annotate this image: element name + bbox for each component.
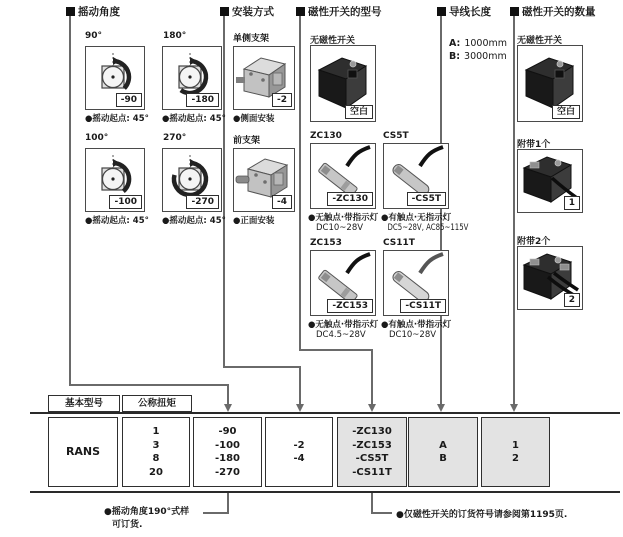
- swing-180-note: ●摇动起点: 45°: [162, 114, 226, 124]
- mount-side-note: ●侧面安装: [233, 114, 275, 124]
- arrow-icon: [437, 404, 445, 412]
- swing-180-label: 180°: [163, 31, 187, 41]
- auto-switch-photo-icon: [310, 143, 376, 209]
- table-cell-torque: 1 3 8 20: [122, 417, 190, 487]
- table-cell-switch-qty: 1 2: [481, 417, 550, 487]
- section-header-switch-model: [296, 4, 382, 19]
- section-header-mounting: [220, 4, 274, 19]
- swing-270-diagram-icon: [162, 148, 222, 212]
- mount-front-note: ●正面安装: [233, 216, 275, 226]
- table-cell-switch-model: -ZC130 -ZC153 -CS5T -CS11T: [337, 417, 407, 487]
- section-title: 安装方式: [232, 6, 274, 18]
- table-cell-lead-wire: A B: [408, 417, 478, 487]
- arrow-icon: [368, 404, 376, 412]
- switch-cs11t-note: ●有触点·带指示灯 DC10~28V: [381, 320, 452, 340]
- switch-with-two-cables-photo-icon: [517, 246, 583, 310]
- swing-90-note: ●摇动起点: 45°: [85, 114, 149, 124]
- qty-two-label: 附带2个: [517, 237, 551, 247]
- code-badge: -90: [116, 93, 142, 107]
- switch-cs5t-note: ●有触点·无指示灯 DC5~28V, AC85~115V: [381, 213, 469, 233]
- switch-zc153-note: ●无触点·带指示灯 DC4.5~28V: [308, 320, 379, 340]
- qty-one-label: 附带1个: [517, 140, 551, 150]
- table-header-torque: 公称扭矩: [122, 395, 192, 412]
- switch-none-label: 无磁性开关: [310, 36, 356, 46]
- square-bullet-icon: [510, 7, 519, 16]
- note-switch-order-code: ●仅磁性开关的订货符号请参阅第1195页.: [396, 510, 568, 520]
- swing-100-label: 100°: [85, 133, 109, 143]
- switch-zc130-note: ●无触点·带指示灯 DC10~28V: [308, 213, 379, 233]
- code-badge: 空白: [345, 105, 373, 119]
- section-title: 摇动角度: [78, 6, 120, 18]
- code-badge: 2: [564, 293, 580, 307]
- bracket-side-photo-icon: [233, 46, 295, 110]
- swing-90-label: 90°: [85, 31, 103, 41]
- switch-with-one-cable-photo-icon: [517, 149, 583, 213]
- code-badge: -180: [186, 93, 219, 107]
- code-badge: -270: [186, 195, 219, 209]
- section-header-lead-wire: [437, 4, 491, 19]
- note1-connector: [203, 492, 228, 513]
- table-cell-mounting: -2 -4: [265, 417, 333, 487]
- note-190-degree: ●摇动角度190°式样 可订货.: [104, 507, 190, 530]
- swing-270-note: ●摇动起点: 45°: [162, 216, 226, 226]
- code-badge: 1: [564, 196, 580, 210]
- table-header-basic-model: 基本型号: [48, 395, 120, 412]
- note2-connector: [372, 492, 392, 513]
- section-header-swing-angle: [66, 4, 120, 19]
- code-badge: -100: [109, 195, 142, 209]
- arrow-icon: [296, 404, 304, 412]
- swing-180-diagram-icon: [162, 46, 222, 110]
- switch-zc153-label: ZC153: [310, 238, 342, 248]
- table-cell-basic-model: RANS: [48, 417, 118, 487]
- switch-none-photo-icon: [310, 45, 376, 122]
- bracket-front-photo-icon: [233, 148, 295, 212]
- square-bullet-icon: [437, 7, 446, 16]
- mount-side-label: 单侧支架: [233, 34, 270, 44]
- square-bullet-icon: [66, 7, 75, 16]
- code-badge: -ZC130: [327, 192, 373, 206]
- swing-270-label: 270°: [163, 133, 187, 143]
- table-cell-swing-angle: -90 -100 -180 -270: [193, 417, 262, 487]
- switch-cs11t-label: CS11T: [383, 238, 415, 248]
- table-bottom-line: [30, 491, 620, 493]
- section-title: 磁性开关的型号: [308, 6, 382, 18]
- switch-none-photo-icon: [517, 45, 583, 122]
- section-title: 导线长度: [449, 6, 491, 18]
- section-title: 磁性开关的数量: [522, 6, 596, 18]
- mount-front-label: 前支架: [233, 136, 261, 146]
- code-badge: -4: [272, 195, 292, 209]
- swing-100-diagram-icon: [85, 148, 145, 212]
- code-badge: -CS11T: [400, 299, 446, 313]
- code-badge: -CS5T: [407, 192, 446, 206]
- qty-none-label: 无磁性开关: [517, 36, 563, 46]
- swing-100-note: ●摇动起点: 45°: [85, 216, 149, 226]
- switch-cs5t-label: CS5T: [383, 131, 409, 141]
- section-header-switch-qty: [510, 4, 596, 19]
- arrow-icon: [224, 404, 232, 412]
- table-top-line: [30, 412, 620, 414]
- auto-switch-photo-icon: [383, 143, 449, 209]
- auto-switch-photo-icon: [383, 250, 449, 316]
- lead-wire-option-a: A: 1000mm: [449, 38, 508, 49]
- square-bullet-icon: [296, 7, 305, 16]
- square-bullet-icon: [220, 7, 229, 16]
- code-badge: -ZC153: [327, 299, 373, 313]
- auto-switch-photo-icon: [310, 250, 376, 316]
- lead-wire-option-b: B: 3000mm: [449, 51, 507, 62]
- switch-zc130-label: ZC130: [310, 131, 342, 141]
- code-badge: -2: [272, 93, 292, 107]
- code-badge: 空白: [552, 105, 580, 119]
- arrow-icon: [510, 404, 518, 412]
- swing-90-diagram-icon: [85, 46, 145, 110]
